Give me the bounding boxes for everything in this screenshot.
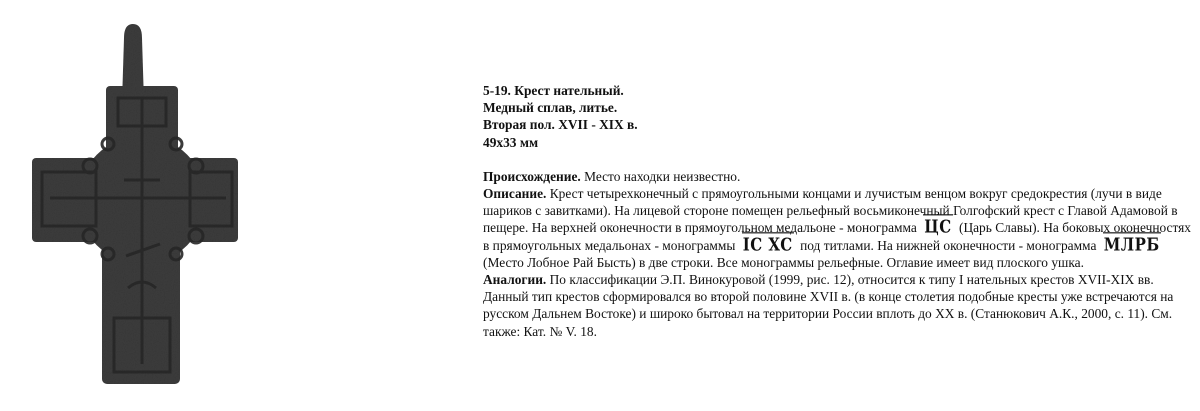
- analogies-label: Аналогии.: [483, 272, 547, 288]
- analogies-paragraph: [483, 271, 1193, 340]
- origin-paragraph: [483, 168, 1193, 185]
- monogram-mlrb: МЛРБ: [1100, 235, 1164, 255]
- cross-body: [32, 24, 238, 384]
- description-text-3: под титлами. На нижней оконечности - монограмма: [796, 237, 1100, 253]
- monogram-tss: ЦС: [920, 218, 955, 238]
- monogram-ic-xc: IC XC: [739, 235, 797, 255]
- description-text-1: Крест четырехконечный с прямоугольными концами и лучистым венцом вокруг средокрестия (лучи в виде шариков с завитками). На лицевой стороне помещен рельефный восьмиконечный Голгофский крест с Главой Адамовой в пещере. На верхней оконечности в прямоугольном медальоне - монограмма: [483, 186, 1178, 236]
- catalog-entry: [483, 82, 1193, 340]
- description-label: Описание.: [483, 186, 547, 202]
- entry-material: Медный сплав, литье.: [483, 100, 618, 116]
- entry-size: 49x33 мм: [483, 134, 539, 150]
- analogies-text: По классификации Э.П. Винокуровой (1999, рис. 12), относится к типу I нательных крестов XVII-XIX вв. Данный тип крестов сформировался во второй половине XVII в. (в конце столетия подобные кресты уже встречаются на русском Дальнем Востоке) и широко бытовал на территории России вплоть до XX в. (Станюкович А.К., 2000, с. 11). См. также: Кат. № V. 18.: [483, 272, 1174, 339]
- origin-text: Место находки неизвестно.: [580, 168, 741, 184]
- cross-photo: [20, 18, 260, 398]
- entry-date: Вторая пол. XVII - XIX в.: [483, 117, 638, 133]
- entry-title: 5-19. Крест нательный.: [483, 83, 624, 98]
- description-text-4: (Место Лобное Рай Бысть) в две строки. Все монограммы рельефные. Оглавие имеет вид плоского ушка.: [483, 254, 1084, 270]
- origin-label: Происхождение.: [483, 168, 581, 184]
- description-paragraph: [483, 185, 1193, 271]
- description-text-2: (Царь Славы). На боковых оконечностях в прямоугольных медальонах - монограммы: [483, 220, 1191, 253]
